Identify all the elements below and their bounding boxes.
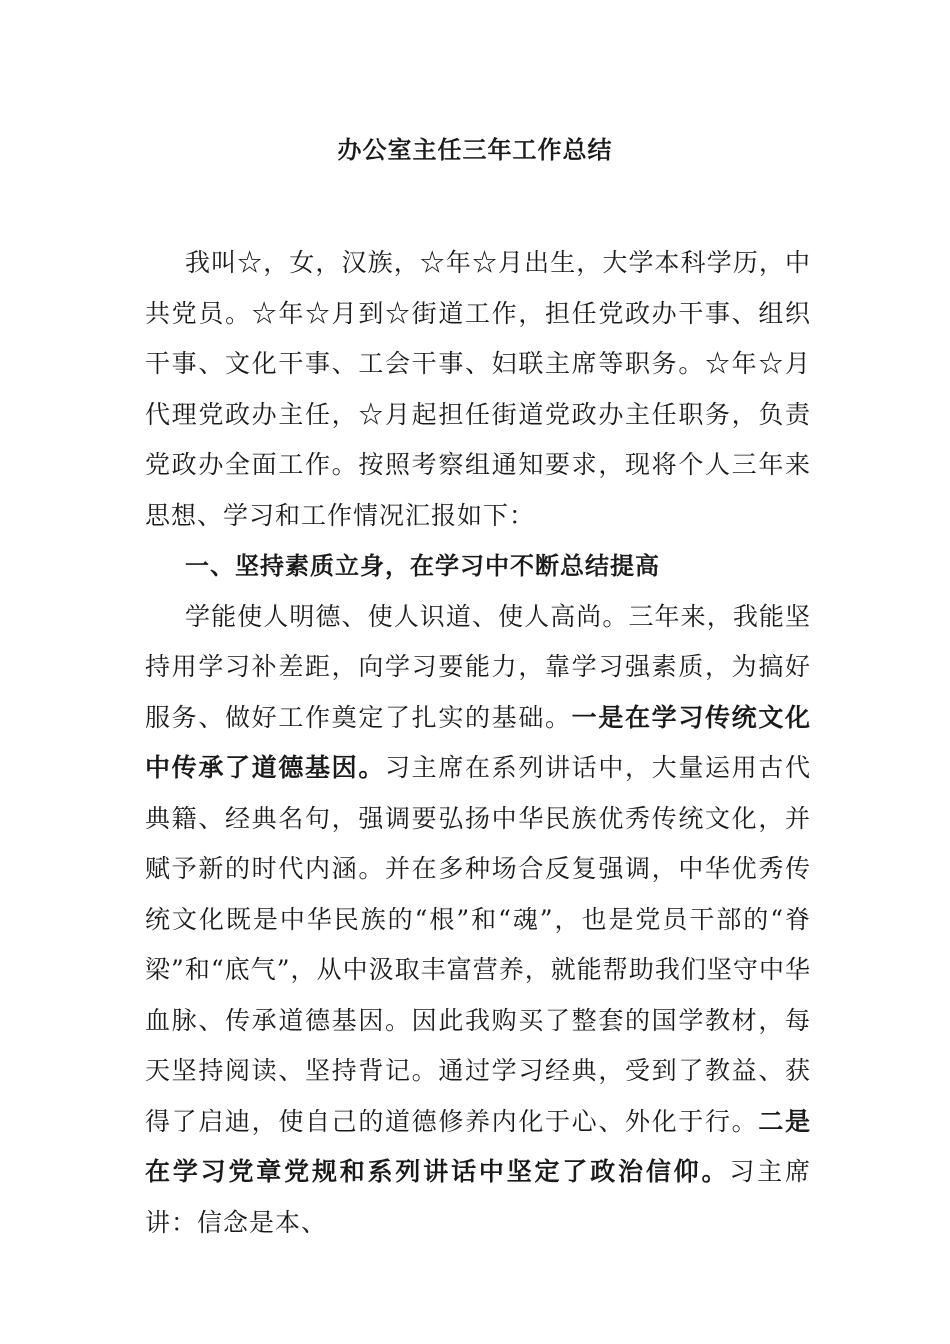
intro-paragraph: 我叫☆，女，汉族，☆年☆月出生，大学本科学历，中共党员。☆年☆月到☆街道工作，担任党政办干事、组织干事、文化干事、工会干事、妇联主席等职务。☆年☆月代理党政办主任，☆月起担任街道党政办主任职务，负责党政办全面工作。按照考察组通知要求，现将个人三年来思想、学习和工作情况汇报如下：	[145, 248, 811, 530]
emphasis-point-two: 二是在学习党章党规和系列讲话中坚定了政治信仰。	[145, 1106, 811, 1186]
paragraph-text: 习主席在系列讲话中，大量运用古代典籍、经典名句，强调要弘扬中华民族优秀传统文化，并赋予新的时代内涵。并在多种场合反复强调，中华优秀传统文化既是中华民族的“根”和“魂”，也是党员干部的“脊梁”和“底气”，从中汲取丰富营养，就能帮助我们坚守中华血脉、传承道德基因。因此我购买了整套的国学教材，每天坚持阅读、坚持背记。通过学习经典，受到了教益、获得了启迪，使自己的道德修养内化于心、外化于行。	[145, 753, 811, 1136]
section-paragraph	[145, 592, 811, 1249]
section-heading: 一、坚持素质立身，在学习中不断总结提高	[185, 552, 660, 580]
document-body	[145, 238, 811, 1248]
emphasis-point-one: 一是在学习传统文化中传承了道德基因。	[145, 702, 811, 782]
paragraph-text: 习主席讲：信念是本、	[145, 1157, 811, 1237]
document-title: 办公室主任三年工作总结	[337, 136, 613, 164]
paragraph-text: 学能使人明德、使人识道、使人高尚。三年来，我能坚持用学习补差距，向学习要能力，靠学习强素质，为搞好服务、做好工作奠定了扎实的基础。	[145, 601, 811, 732]
